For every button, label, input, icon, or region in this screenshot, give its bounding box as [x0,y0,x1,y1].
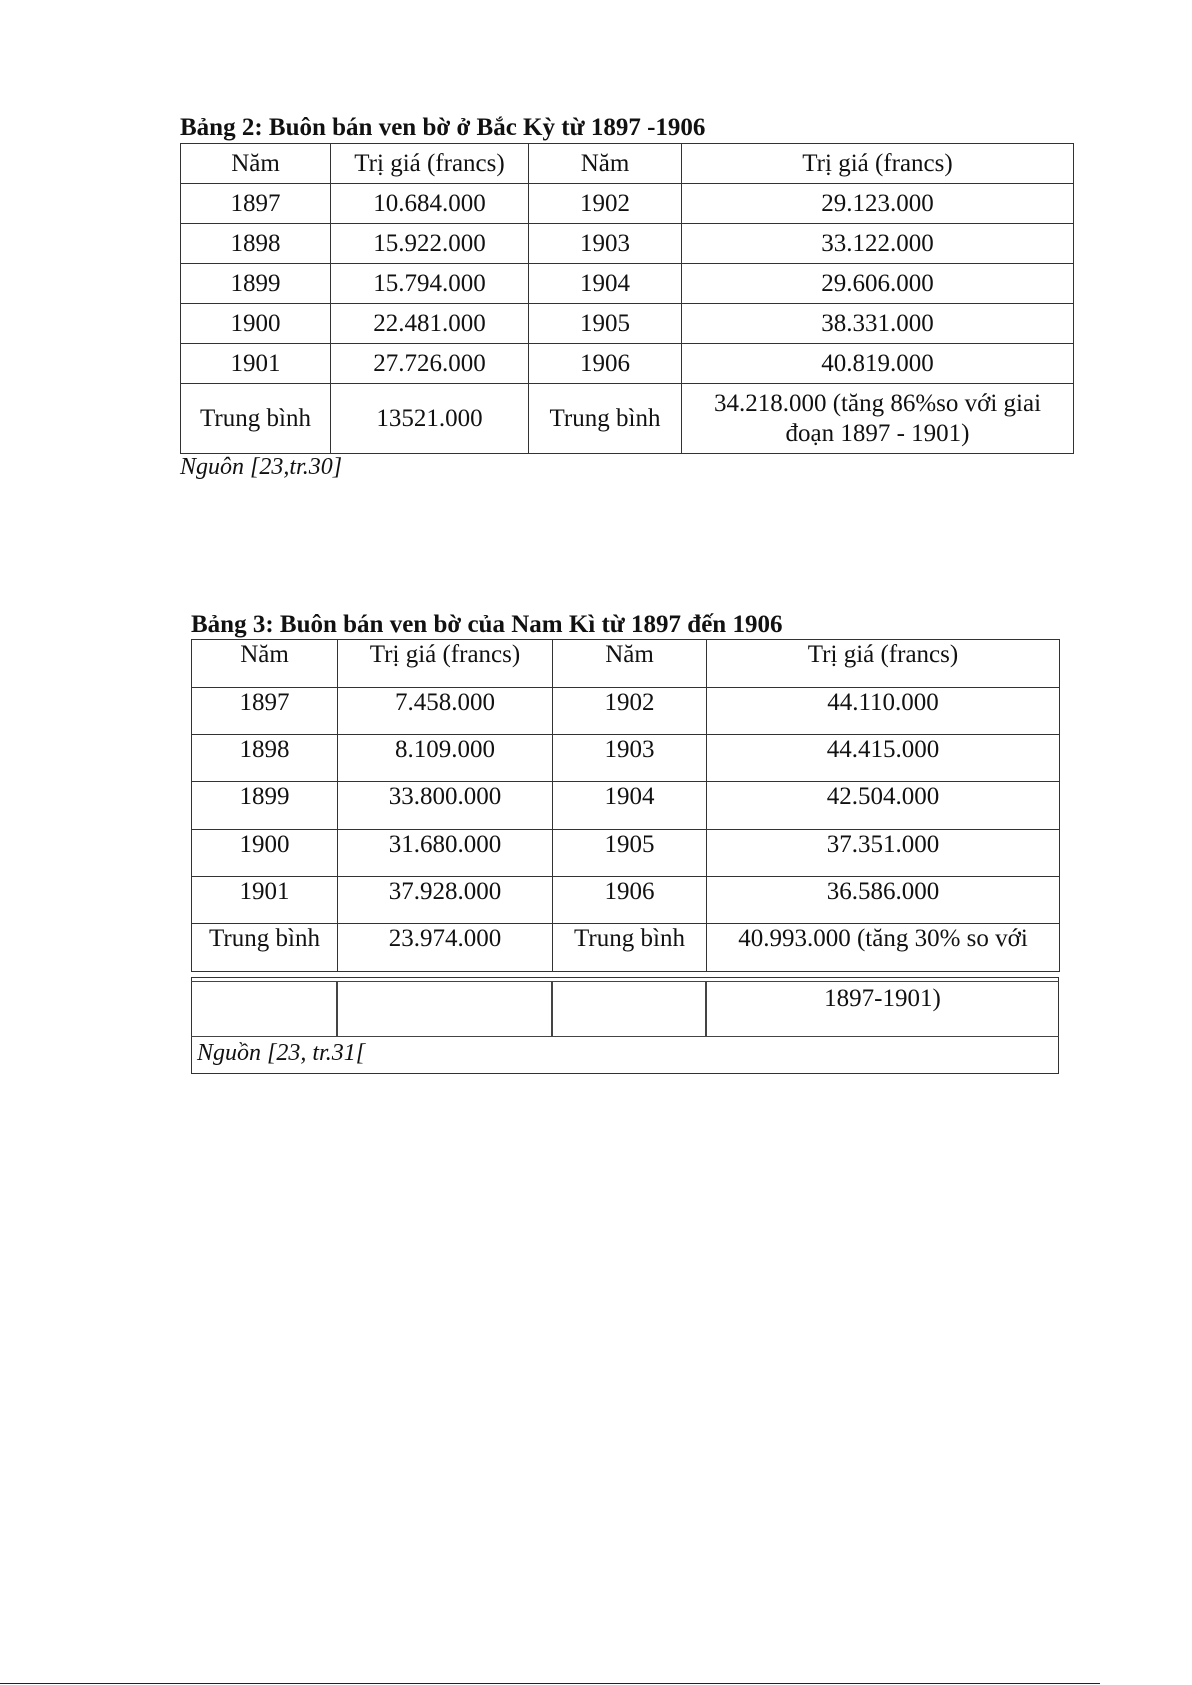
table3-average-row [192,924,1060,972]
table-row [181,344,1074,384]
table-row [192,830,1060,877]
table3-header-row [192,640,1060,688]
average-note-line: 34.218.000 (tăng 86%so với giai [713,389,1042,417]
table-cell: 38.331.000 [682,304,1074,344]
average-label: Trung bình [553,924,707,972]
average-label: Trung bình [529,384,682,454]
table-cell: 1904 [553,782,707,830]
table-cell: 1903 [553,735,707,782]
table-cell: 27.726.000 [331,344,529,384]
table-cell: 29.606.000 [682,264,1074,304]
table-cell: 15.794.000 [331,264,529,304]
table-row [181,224,1074,264]
table3-header-cell: Năm [192,640,338,688]
table2-header-cell: Năm [181,144,331,184]
table-row [192,877,1060,924]
table-cell: 31.680.000 [338,830,553,877]
table-row [181,264,1074,304]
table-cell: 1901 [181,344,331,384]
table3-header-cell: Năm [553,640,707,688]
average-note-line: đoạn 1897 - 1901) [785,419,970,447]
table3-header-cell: Trị giá (francs) [707,640,1060,688]
table-cell: 37.351.000 [707,830,1060,877]
table-cell: 1904 [529,264,682,304]
table-cell: 1898 [192,735,338,782]
table-cell: 44.415.000 [707,735,1060,782]
table-cell: 40.819.000 [682,344,1074,384]
table-cell: 37.928.000 [338,877,553,924]
table2-source: Nguôn [23,tr.30] [180,454,343,480]
table3 [191,639,1060,972]
table2-title: Bảng 2: Buôn bán ven bờ ở Bắc Kỳ từ 1897 -1906 [180,114,706,141]
table-cell: 1902 [529,184,682,224]
table-cell: 29.123.000 [682,184,1074,224]
divider [336,981,338,1037]
divider [191,1036,1059,1037]
table-cell: 44.110.000 [707,688,1060,735]
average-value: 13521.000 [331,384,529,454]
table-cell: 33.122.000 [682,224,1074,264]
table-row [192,688,1060,735]
table2-header-cell: Trị giá (francs) [682,144,1074,184]
table3-continuation-text: 1897-1901) [824,985,941,1012]
table-row [192,735,1060,782]
table-cell: 1897 [181,184,331,224]
table-cell: 10.684.000 [331,184,529,224]
table-cell: 1906 [529,344,682,384]
table-cell: 1905 [553,830,707,877]
table-cell: 1906 [553,877,707,924]
average-value-note: 40.993.000 (tăng 30% so với [707,924,1060,972]
page-bottom-rule [0,1683,1100,1684]
average-value-note [682,384,1074,454]
table2-header-cell: Năm [529,144,682,184]
table3-title: Bảng 3: Buôn bán ven bờ của Nam Kì từ 1897 đến 1906 [191,611,783,638]
table-cell: 1899 [192,782,338,830]
table-row [192,782,1060,830]
average-label: Trung bình [192,924,338,972]
table-cell: 1900 [192,830,338,877]
table-cell: 8.109.000 [338,735,553,782]
table-cell: 1902 [553,688,707,735]
table-cell: 1899 [181,264,331,304]
table-cell: 1901 [192,877,338,924]
table-cell: 1898 [181,224,331,264]
table2-average-row [181,384,1074,454]
table-cell: 36.586.000 [707,877,1060,924]
table-cell: 1905 [529,304,682,344]
table-cell: 1897 [192,688,338,735]
table-row [181,304,1074,344]
average-label: Trung bình [181,384,331,454]
average-value: 23.974.000 [338,924,553,972]
table-cell: 1903 [529,224,682,264]
table-cell: 15.922.000 [331,224,529,264]
table2 [180,143,1074,454]
table3-source: Nguồn [23, tr.31[ [197,1040,366,1066]
table-cell: 33.800.000 [338,782,553,830]
table-cell: 22.481.000 [331,304,529,344]
table-cell: 1900 [181,304,331,344]
table-row [181,184,1074,224]
table2-header-row [181,144,1074,184]
table3-header-cell: Trị giá (francs) [338,640,553,688]
table2-header-cell: Trị giá (francs) [331,144,529,184]
divider [551,981,553,1037]
table-cell: 42.504.000 [707,782,1060,830]
double-rule [191,981,1059,982]
table-cell: 7.458.000 [338,688,553,735]
